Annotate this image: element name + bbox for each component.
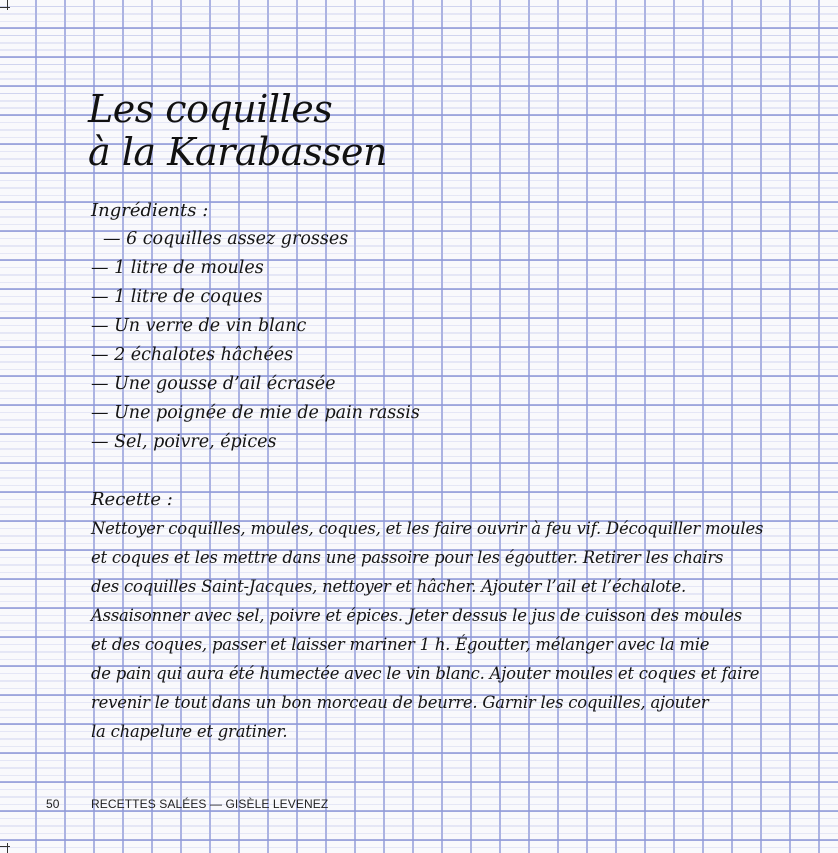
recipe-line: et coques et les mettre dans une passoire pour les égoutter. Retirer les chairs bbox=[91, 548, 724, 567]
ingredient-item: — 1 litre de moules bbox=[91, 258, 264, 278]
recipe-line: et des coques, passer et laisser mariner 1 h. Égoutter, mélanger avec la mie bbox=[91, 635, 710, 654]
crop-mark-bottom-left-v bbox=[7, 843, 8, 853]
ingredient-item: — 1 litre de coques bbox=[91, 287, 263, 307]
page-title bbox=[88, 88, 387, 174]
recipe-line: Assaisonner avec sel, poivre et épices. Jeter dessus le jus de cuisson des moules bbox=[91, 606, 742, 625]
recipe-line: la chapelure et gratiner. bbox=[91, 722, 288, 741]
ingredient-item: — Sel, poivre, épices bbox=[91, 432, 277, 452]
title-line-2: à la Karabassen bbox=[88, 130, 387, 174]
ingredient-item: — 6 coquilles assez grosses bbox=[103, 229, 349, 249]
ingredient-item: — Une gousse d’ail écrasée bbox=[91, 374, 336, 394]
recipe-line: des coquilles Saint-Jacques, nettoyer et hâcher. Ajouter l’ail et l’échalote. bbox=[91, 577, 686, 596]
running-footer: RECETTES SALÉES — GISÈLE LEVENEZ bbox=[91, 797, 329, 811]
crop-mark-top-left-v bbox=[7, 0, 8, 10]
ingredient-item: — Un verre de vin blanc bbox=[91, 316, 307, 336]
recipe-line: Nettoyer coquilles, moules, coques, et les faire ouvrir à feu vif. Décoquiller moules bbox=[91, 519, 764, 538]
recipe-line: de pain qui aura été humectée avec le vin blanc. Ajouter moules et coques et faire bbox=[91, 664, 760, 683]
ingredient-item: — Une poignée de mie de pain rassis bbox=[91, 403, 420, 423]
ingredients-list bbox=[91, 225, 420, 457]
title-line-1: Les coquilles bbox=[88, 87, 333, 131]
crop-mark-top-left-h bbox=[0, 7, 10, 8]
ingredients-heading: Ingrédients : bbox=[91, 200, 209, 221]
recipe-heading: Recette : bbox=[91, 489, 173, 510]
recipe-line: revenir le tout dans un bon morceau de beurre. Garnir les coquilles, ajouter bbox=[91, 693, 709, 712]
crop-mark-bottom-left-h bbox=[0, 846, 10, 847]
ingredient-item: — 2 échalotes hâchées bbox=[91, 345, 294, 365]
recipe-instructions bbox=[91, 514, 763, 746]
page-number: 50 bbox=[46, 797, 60, 811]
